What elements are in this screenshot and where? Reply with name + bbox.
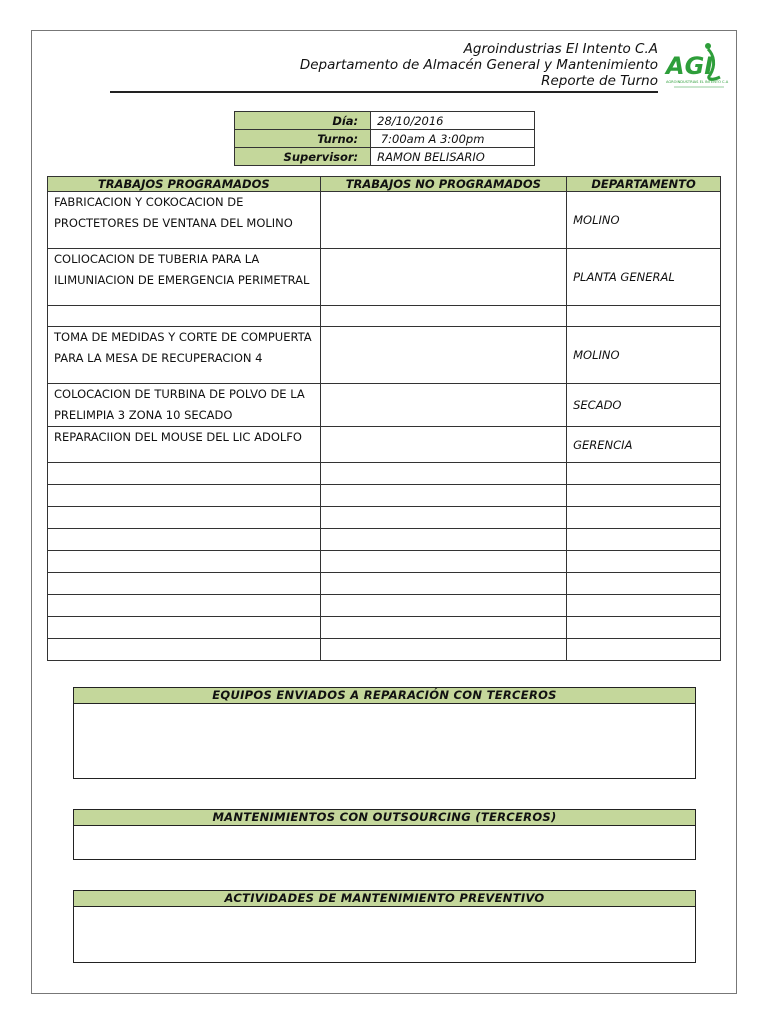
table-row <box>48 249 721 306</box>
table-row <box>48 485 721 507</box>
programmed-cell: REPARACIION DEL MOUSE DEL LIC ADOLFO <box>48 427 321 463</box>
supervisor-label: Supervisor: <box>235 148 371 166</box>
unprogrammed-cell <box>320 192 567 249</box>
programmed-cell: COLOCACION DE TURBINA DE POLVO DE LA PRELIMPIA 3 ZONA 10 SECADO <box>48 384 321 427</box>
col-header-department: DEPARTAMENTO <box>567 177 721 192</box>
day-value: 28/10/2016 <box>371 112 535 130</box>
programmed-cell: FABRICACION Y COKOCACION DE PROCTETORES DE VENTANA DEL MOLINO <box>48 192 321 249</box>
preventive-maintenance-section <box>73 890 696 963</box>
col-header-programmed: TRABAJOS PROGRAMADOS <box>48 177 321 192</box>
department-cell: MOLINO <box>567 327 721 384</box>
programmed-cell <box>48 595 321 617</box>
unprogrammed-cell <box>320 639 567 661</box>
table-row <box>48 551 721 573</box>
company-name: Agroindustrias El Intento C.A <box>463 41 658 57</box>
programmed-cell: TOMA DE MEDIDAS Y CORTE DE COMPUERTA PARA LA MESA DE RECUPERACION 4 <box>48 327 321 384</box>
table-row <box>48 617 721 639</box>
outsourcing-maintenance-section <box>73 809 696 860</box>
outsourcing-maintenance-title: MANTENIMIENTOS CON OUTSOURCING (TERCEROS) <box>74 810 695 826</box>
department-cell <box>567 639 721 661</box>
unprogrammed-cell <box>320 306 567 327</box>
table-row <box>48 463 721 485</box>
unprogrammed-cell <box>320 507 567 529</box>
programmed-cell <box>48 306 321 327</box>
table-row <box>48 529 721 551</box>
shift-info-table <box>234 111 535 166</box>
table-row <box>48 573 721 595</box>
unprogrammed-cell <box>320 249 567 306</box>
department-cell <box>567 463 721 485</box>
department-cell: SECADO <box>567 384 721 427</box>
table-row <box>48 427 721 463</box>
unprogrammed-cell <box>320 384 567 427</box>
header-rule <box>110 91 658 93</box>
department-cell <box>567 507 721 529</box>
unprogrammed-cell <box>320 327 567 384</box>
department-cell <box>567 551 721 573</box>
day-label: Día: <box>235 112 371 130</box>
unprogrammed-cell <box>320 551 567 573</box>
department-cell <box>567 306 721 327</box>
third-party-repairs-title: EQUIPOS ENVIADOS A REPARACIÓN CON TERCEROS <box>74 688 695 704</box>
department-cell: MOLINO <box>567 192 721 249</box>
company-logo <box>664 41 734 93</box>
department-cell <box>567 529 721 551</box>
info-row-supervisor <box>235 148 535 166</box>
shift-label: Turno: <box>235 130 371 148</box>
table-row <box>48 595 721 617</box>
department-cell: PLANTA GENERAL <box>567 249 721 306</box>
table-row <box>48 327 721 384</box>
unprogrammed-cell <box>320 427 567 463</box>
department-cell <box>567 617 721 639</box>
programmed-cell <box>48 617 321 639</box>
logo-dot <box>705 43 711 49</box>
unprogrammed-cell <box>320 463 567 485</box>
table-row <box>48 384 721 427</box>
table-row <box>48 639 721 661</box>
unprogrammed-cell <box>320 529 567 551</box>
document-header <box>300 41 658 89</box>
programmed-cell: COLIOCACION DE TUBERIA PARA LA ILIMUNIACION DE EMERGENCIA PERIMETRAL <box>48 249 321 306</box>
department-cell <box>567 485 721 507</box>
department-cell: GERENCIA <box>567 427 721 463</box>
report-title: Reporte de Turno <box>541 73 658 89</box>
unprogrammed-cell <box>320 617 567 639</box>
programmed-cell <box>48 507 321 529</box>
programmed-cell <box>48 485 321 507</box>
unprogrammed-cell <box>320 595 567 617</box>
logo-text: AGI <box>666 52 714 80</box>
department-cell <box>567 595 721 617</box>
programmed-cell <box>48 573 321 595</box>
programmed-cell <box>48 529 321 551</box>
supervisor-value: RAMON BELISARIO <box>371 148 535 166</box>
shift-value: 7:00am A 3:00pm <box>371 130 535 148</box>
table-row <box>48 192 721 249</box>
table-row <box>48 507 721 529</box>
department-name: Departamento de Almacén General y Mantenimiento <box>299 57 658 73</box>
col-header-unprogrammed: TRABAJOS NO PROGRAMADOS <box>320 177 567 192</box>
programmed-cell <box>48 639 321 661</box>
third-party-repairs-section <box>73 687 696 779</box>
info-row-shift <box>235 130 535 148</box>
unprogrammed-cell <box>320 573 567 595</box>
info-row-day <box>235 112 535 130</box>
unprogrammed-cell <box>320 485 567 507</box>
table-row <box>48 306 721 327</box>
logo-caption: AGROINDUSTRIAS EL INTENTO C.A <box>666 80 729 84</box>
work-table <box>47 176 721 661</box>
programmed-cell <box>48 463 321 485</box>
programmed-cell <box>48 551 321 573</box>
department-cell <box>567 573 721 595</box>
preventive-maintenance-title: ACTIVIDADES DE MANTENIMIENTO PREVENTIVO <box>74 891 695 907</box>
